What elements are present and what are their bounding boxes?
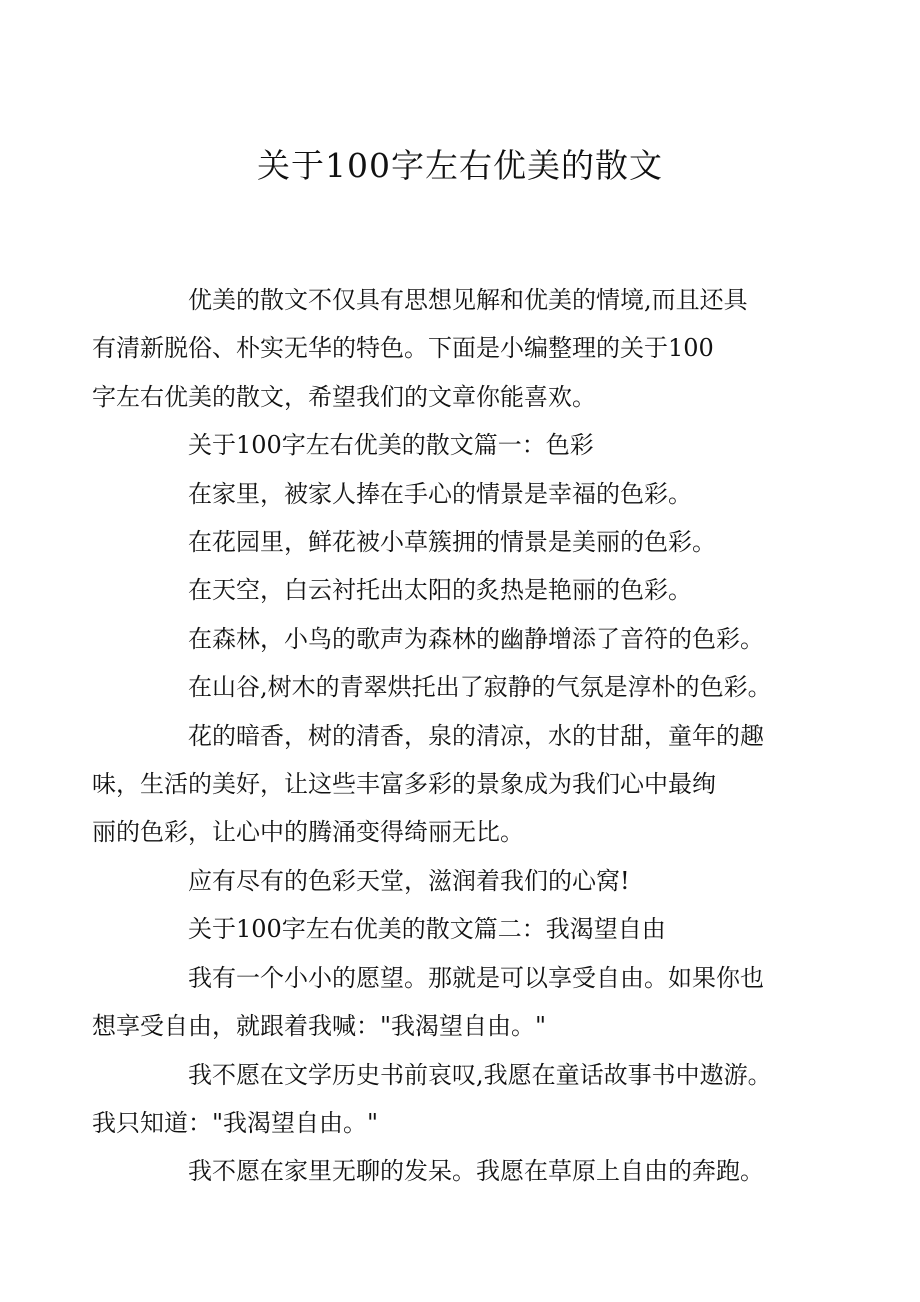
paragraph-line: 关于100字左右优美的散文篇二：我渴望自由 bbox=[188, 915, 666, 944]
paragraph bbox=[140, 905, 800, 953]
paragraph-line: 有清新脱俗、朴实无华的特色。下面是小编整理的关于100 bbox=[92, 334, 714, 363]
paragraph-line: 我只知道："我渴望自由。" bbox=[92, 1108, 379, 1137]
paragraph-line: 我不愿在文学历史书前哀叹,我愿在童话故事书中遨游。 bbox=[188, 1060, 772, 1089]
paragraph-line: 在花园里，鲜花被小草簇拥的情景是美丽的色彩。 bbox=[188, 528, 716, 557]
paragraph bbox=[140, 566, 800, 614]
paragraph-line: 优美的散文不仅具有思想见解和优美的情境,而且还具 bbox=[188, 286, 748, 314]
paragraph bbox=[92, 954, 800, 1051]
paragraph bbox=[140, 421, 800, 469]
paragraph bbox=[140, 615, 800, 663]
paragraph-line: 在山谷,树木的青翠烘托出了寂静的气氛是淳朴的色彩。 bbox=[188, 673, 772, 702]
paragraph-line: 我有一个小小的愿望。那就是可以享受自由。如果你也 bbox=[188, 963, 764, 992]
paragraph bbox=[140, 1147, 800, 1195]
paragraph-line: 在家里，被家人捧在手心的情景是幸福的色彩。 bbox=[188, 479, 692, 508]
paragraph-line: 想享受自由，就跟着我喊："我渴望自由。" bbox=[92, 1012, 547, 1041]
document-body bbox=[92, 276, 800, 1196]
paragraph bbox=[140, 663, 800, 711]
paragraph-line: 在天空，白云衬托出太阳的炙热是艳丽的色彩。 bbox=[188, 576, 692, 605]
paragraph-line: 花的暗香，树的清香，泉的清凉，水的甘甜，童年的趣 bbox=[188, 721, 764, 750]
paragraph bbox=[140, 470, 800, 518]
paragraph bbox=[92, 1051, 800, 1148]
paragraph-line: 味，生活的美好，让这些丰富多彩的景象成为我们心中最绚 bbox=[92, 770, 716, 799]
paragraph-line: 丽的色彩，让心中的腾涌变得绮丽无比。 bbox=[92, 818, 524, 847]
paragraph-line: 在森林，小鸟的歌声为森林的幽静增添了音符的色彩。 bbox=[188, 624, 764, 653]
document-title: 关于100字左右优美的散文 bbox=[257, 146, 663, 185]
paragraph bbox=[140, 857, 800, 905]
paragraph bbox=[92, 712, 800, 857]
paragraph-line: 应有尽有的色彩天堂，滋润着我们的心窝! bbox=[188, 866, 630, 895]
paragraph bbox=[140, 518, 800, 566]
paragraph bbox=[92, 276, 800, 421]
paragraph-line: 我不愿在家里无聊的发呆。我愿在草原上自由的奔跑。 bbox=[188, 1157, 764, 1186]
paragraph-line: 关于100字左右优美的散文篇一：色彩 bbox=[188, 431, 594, 460]
paragraph-line: 字左右优美的散文，希望我们的文章你能喜欢。 bbox=[92, 382, 596, 411]
